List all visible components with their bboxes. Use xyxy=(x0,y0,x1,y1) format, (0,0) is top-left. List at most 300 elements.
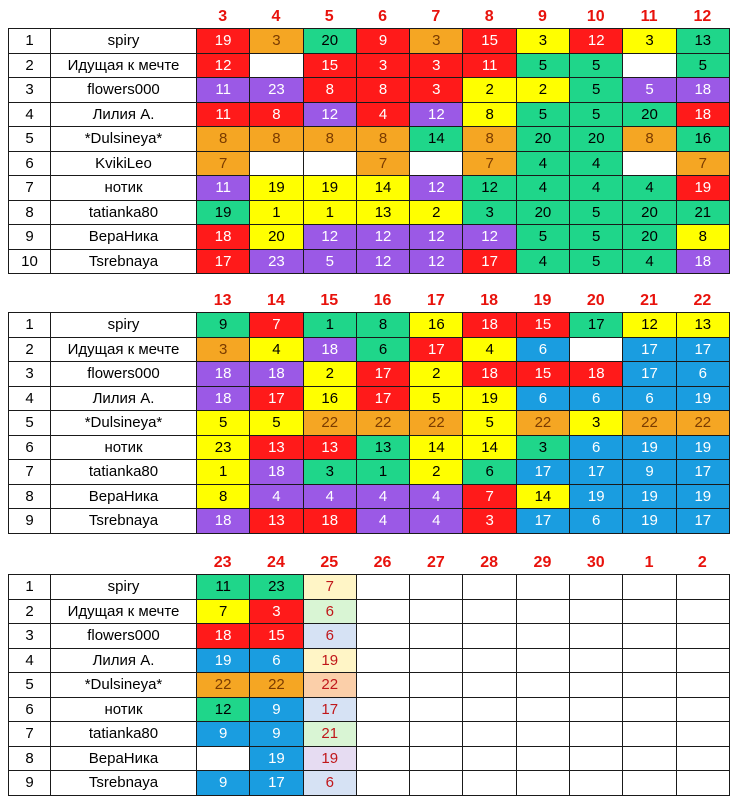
score-cell: 20 xyxy=(623,200,676,225)
score-cell: 8 xyxy=(623,127,676,152)
score-cell: 3 xyxy=(410,53,463,78)
score-cell: 4 xyxy=(356,484,409,509)
row-number: 7 xyxy=(9,722,51,747)
score-cell: 17 xyxy=(463,249,516,274)
score-cell xyxy=(410,624,463,649)
score-cell xyxy=(623,648,676,673)
score-cell xyxy=(463,722,516,747)
score-cell: 18 xyxy=(197,225,250,250)
score-cell xyxy=(570,337,623,362)
score-cell xyxy=(623,746,676,771)
score-cell: 2 xyxy=(463,78,516,103)
table-row xyxy=(9,225,730,250)
score-cell xyxy=(356,746,409,771)
column-header: 9 xyxy=(537,8,547,25)
score-cell xyxy=(676,624,729,649)
score-cell: 20 xyxy=(623,102,676,127)
score-cell: 5 xyxy=(570,53,623,78)
row-number: 3 xyxy=(9,78,51,103)
column-header: 13 xyxy=(213,292,232,309)
participant-name: tatianka80 xyxy=(51,200,197,225)
table-row xyxy=(9,722,730,747)
table-row xyxy=(9,624,730,649)
participant-name: flowers000 xyxy=(51,78,197,103)
table-row xyxy=(9,411,730,436)
score-cell: 19 xyxy=(197,29,250,54)
table-row xyxy=(9,78,730,103)
score-cell: 4 xyxy=(570,151,623,176)
score-cell: 4 xyxy=(516,151,569,176)
score-cell xyxy=(570,746,623,771)
row-number: 1 xyxy=(9,29,51,54)
score-cell: 5 xyxy=(197,411,250,436)
row-number: 6 xyxy=(9,435,51,460)
column-header: 4 xyxy=(271,8,281,25)
column-header: 1 xyxy=(644,554,654,571)
score-cell: 11 xyxy=(197,78,250,103)
score-cell: 12 xyxy=(410,225,463,250)
participant-name: ВераНика xyxy=(51,484,197,509)
score-cell: 6 xyxy=(356,337,409,362)
score-cell: 3 xyxy=(463,200,516,225)
score-cell: 3 xyxy=(463,509,516,534)
score-cell: 12 xyxy=(463,176,516,201)
row-number: 3 xyxy=(9,362,51,387)
score-cell xyxy=(463,697,516,722)
score-cell: 6 xyxy=(516,337,569,362)
score-cell xyxy=(516,673,569,698)
score-cell: 18 xyxy=(676,102,729,127)
score-cell: 5 xyxy=(410,386,463,411)
participant-name: spiry xyxy=(51,29,197,54)
score-cell: 17 xyxy=(570,460,623,485)
score-cell: 7 xyxy=(197,599,250,624)
row-number: 2 xyxy=(9,599,51,624)
score-cell: 22 xyxy=(623,411,676,436)
score-cell: 8 xyxy=(356,78,409,103)
score-cell xyxy=(516,575,569,600)
row-number: 4 xyxy=(9,386,51,411)
score-cell: 1 xyxy=(303,313,356,338)
score-cell xyxy=(570,771,623,796)
score-cell xyxy=(410,648,463,673)
table-row xyxy=(9,386,730,411)
column-header: 18 xyxy=(480,292,499,309)
score-cell: 5 xyxy=(623,78,676,103)
score-cell: 12 xyxy=(570,29,623,54)
score-cell: 4 xyxy=(570,176,623,201)
column-header: 17 xyxy=(426,292,445,309)
score-cell: 4 xyxy=(516,176,569,201)
score-cell: 3 xyxy=(250,29,303,54)
score-cell: 5 xyxy=(303,249,356,274)
participant-name: ВераНика xyxy=(51,746,197,771)
participant-name: Лилия А. xyxy=(51,648,197,673)
score-cell: 13 xyxy=(250,435,303,460)
score-cell xyxy=(463,771,516,796)
score-cell: 14 xyxy=(356,176,409,201)
table-row xyxy=(9,509,730,534)
score-cell: 11 xyxy=(197,176,250,201)
score-cell: 11 xyxy=(197,575,250,600)
score-cell: 5 xyxy=(570,200,623,225)
score-cell: 3 xyxy=(516,29,569,54)
participant-name: Идущая к мечте xyxy=(51,53,197,78)
score-cell: 17 xyxy=(410,337,463,362)
score-cell: 18 xyxy=(197,362,250,387)
score-cell: 23 xyxy=(250,575,303,600)
score-cell: 5 xyxy=(570,78,623,103)
score-cell: 4 xyxy=(410,509,463,534)
column-header: 19 xyxy=(533,292,552,309)
participant-name: нотик xyxy=(51,176,197,201)
row-number: 1 xyxy=(9,313,51,338)
score-cell: 7 xyxy=(356,151,409,176)
score-cell: 4 xyxy=(303,484,356,509)
score-cell: 1 xyxy=(356,460,409,485)
score-cell: 2 xyxy=(410,460,463,485)
score-cell: 17 xyxy=(516,509,569,534)
score-cell: 7 xyxy=(676,151,729,176)
score-cell: 3 xyxy=(250,599,303,624)
row-number: 9 xyxy=(9,771,51,796)
score-cell: 22 xyxy=(303,411,356,436)
score-cell: 6 xyxy=(303,624,356,649)
score-cell: 9 xyxy=(197,313,250,338)
score-cell: 5 xyxy=(676,53,729,78)
score-cell: 18 xyxy=(570,362,623,387)
score-cell xyxy=(410,575,463,600)
score-cell: 9 xyxy=(197,771,250,796)
score-cell: 2 xyxy=(303,362,356,387)
table-row xyxy=(9,127,730,152)
participant-name: KvikiLeo xyxy=(51,151,197,176)
table-row xyxy=(9,53,730,78)
table-row xyxy=(9,697,730,722)
score-cell: 20 xyxy=(250,225,303,250)
score-cell: 22 xyxy=(410,411,463,436)
score-cell: 13 xyxy=(250,509,303,534)
participant-name: Идущая к мечте xyxy=(51,599,197,624)
column-header: 21 xyxy=(640,292,658,309)
score-cell: 14 xyxy=(410,127,463,152)
score-cell: 3 xyxy=(623,29,676,54)
participant-name: *Dulsineya* xyxy=(51,127,197,152)
row-number: 10 xyxy=(9,249,51,274)
score-cell: 17 xyxy=(676,337,729,362)
score-cell: 19 xyxy=(676,386,729,411)
score-cell: 5 xyxy=(516,102,569,127)
column-header: 29 xyxy=(533,554,552,571)
score-cell xyxy=(463,673,516,698)
score-cell: 15 xyxy=(516,313,569,338)
table-row xyxy=(9,362,730,387)
table-row xyxy=(9,151,730,176)
table-row xyxy=(9,746,730,771)
table-row xyxy=(9,29,730,54)
column-header: 24 xyxy=(267,554,285,571)
participant-name: spiry xyxy=(51,313,197,338)
score-cell: 18 xyxy=(197,624,250,649)
row-number: 6 xyxy=(9,697,51,722)
score-cell: 19 xyxy=(303,176,356,201)
column-header: 16 xyxy=(373,292,392,309)
column-header: 23 xyxy=(213,554,232,571)
table-row xyxy=(9,176,730,201)
score-cell: 12 xyxy=(410,102,463,127)
score-cell xyxy=(356,648,409,673)
column-header: 8 xyxy=(484,8,494,25)
score-cell: 12 xyxy=(197,697,250,722)
score-cell: 19 xyxy=(676,484,729,509)
participant-name: Идущая к мечте xyxy=(51,337,197,362)
score-cell: 3 xyxy=(570,411,623,436)
table-row xyxy=(9,599,730,624)
score-table xyxy=(8,28,730,274)
column-header: 12 xyxy=(693,8,712,25)
score-cell: 6 xyxy=(570,435,623,460)
score-cell: 5 xyxy=(250,411,303,436)
participant-name: tatianka80 xyxy=(51,460,197,485)
score-cell: 12 xyxy=(356,249,409,274)
score-cell: 8 xyxy=(303,127,356,152)
score-cell: 3 xyxy=(410,78,463,103)
score-cell: 8 xyxy=(463,127,516,152)
row-number: 4 xyxy=(9,648,51,673)
score-cell: 19 xyxy=(676,435,729,460)
score-cell: 16 xyxy=(676,127,729,152)
score-cell xyxy=(570,722,623,747)
table-row xyxy=(9,484,730,509)
score-cell: 4 xyxy=(516,249,569,274)
participant-name: Tsrebnaya xyxy=(51,249,197,274)
column-header: 7 xyxy=(431,8,441,25)
score-cell: 19 xyxy=(623,484,676,509)
score-cell: 7 xyxy=(463,484,516,509)
table-row xyxy=(9,460,730,485)
score-cell: 6 xyxy=(303,771,356,796)
row-number: 5 xyxy=(9,127,51,152)
row-number: 2 xyxy=(9,337,51,362)
score-cell: 15 xyxy=(250,624,303,649)
score-cell xyxy=(570,673,623,698)
score-cell: 15 xyxy=(463,29,516,54)
score-cell xyxy=(623,575,676,600)
score-cell: 17 xyxy=(356,386,409,411)
score-cell: 20 xyxy=(303,29,356,54)
score-cell: 16 xyxy=(303,386,356,411)
score-cell: 3 xyxy=(303,460,356,485)
row-number: 7 xyxy=(9,176,51,201)
row-number: 2 xyxy=(9,53,51,78)
score-cell: 17 xyxy=(356,362,409,387)
score-cell xyxy=(623,599,676,624)
score-cell: 7 xyxy=(303,575,356,600)
score-cell: 4 xyxy=(356,509,409,534)
score-cell: 18 xyxy=(463,362,516,387)
participant-name: Tsrebnaya xyxy=(51,509,197,534)
score-cell: 6 xyxy=(570,386,623,411)
score-cell: 5 xyxy=(516,225,569,250)
score-cell xyxy=(676,575,729,600)
score-cell xyxy=(356,697,409,722)
score-cell: 18 xyxy=(303,337,356,362)
score-cell: 6 xyxy=(250,648,303,673)
column-header: 15 xyxy=(320,292,339,309)
score-cell xyxy=(676,697,729,722)
score-cell: 18 xyxy=(676,78,729,103)
score-cell: 8 xyxy=(356,313,409,338)
score-cell: 23 xyxy=(250,249,303,274)
score-cell xyxy=(623,151,676,176)
score-cell xyxy=(463,599,516,624)
score-cell: 5 xyxy=(570,249,623,274)
score-cell: 7 xyxy=(250,313,303,338)
score-cell xyxy=(356,599,409,624)
column-header: 11 xyxy=(640,8,658,25)
score-cell: 13 xyxy=(356,435,409,460)
score-cell: 18 xyxy=(676,249,729,274)
score-cell xyxy=(516,746,569,771)
score-cell: 8 xyxy=(303,78,356,103)
score-cell xyxy=(623,771,676,796)
score-cell xyxy=(356,673,409,698)
row-number: 1 xyxy=(9,575,51,600)
score-cell xyxy=(623,624,676,649)
score-cell: 22 xyxy=(250,673,303,698)
score-cell: 3 xyxy=(356,53,409,78)
participant-name: ВераНика xyxy=(51,225,197,250)
score-cell: 3 xyxy=(516,435,569,460)
score-cell: 18 xyxy=(303,509,356,534)
table-row xyxy=(9,648,730,673)
score-cell: 12 xyxy=(410,176,463,201)
column-header: 26 xyxy=(373,554,392,571)
score-cell: 22 xyxy=(303,673,356,698)
score-cell xyxy=(676,599,729,624)
score-cell: 8 xyxy=(250,102,303,127)
score-cell xyxy=(410,697,463,722)
score-cell: 21 xyxy=(676,200,729,225)
score-cell: 17 xyxy=(623,362,676,387)
column-header: 3 xyxy=(218,8,228,25)
score-cell: 6 xyxy=(463,460,516,485)
score-cell: 19 xyxy=(197,648,250,673)
score-cell: 8 xyxy=(676,225,729,250)
score-cell xyxy=(410,151,463,176)
score-cell: 22 xyxy=(676,411,729,436)
score-cell xyxy=(463,648,516,673)
score-cell: 12 xyxy=(303,225,356,250)
score-cell xyxy=(676,648,729,673)
row-number: 5 xyxy=(9,411,51,436)
score-cell: 4 xyxy=(250,484,303,509)
row-number: 4 xyxy=(9,102,51,127)
score-cell: 17 xyxy=(676,460,729,485)
score-table xyxy=(8,312,730,534)
score-cell xyxy=(676,673,729,698)
score-cell xyxy=(623,673,676,698)
score-cell: 18 xyxy=(250,460,303,485)
participant-name: Tsrebnaya xyxy=(51,771,197,796)
score-cell: 4 xyxy=(463,337,516,362)
score-cell: 17 xyxy=(623,337,676,362)
column-header: 28 xyxy=(480,554,499,571)
score-cell: 6 xyxy=(516,386,569,411)
score-cell: 12 xyxy=(303,102,356,127)
table-row xyxy=(9,200,730,225)
row-number: 9 xyxy=(9,225,51,250)
participant-name: нотик xyxy=(51,697,197,722)
score-cell: 12 xyxy=(410,249,463,274)
score-cell: 7 xyxy=(197,151,250,176)
score-cell: 14 xyxy=(410,435,463,460)
score-cell: 18 xyxy=(197,509,250,534)
participant-name: нотик xyxy=(51,435,197,460)
score-cell: 5 xyxy=(570,102,623,127)
table-row xyxy=(9,337,730,362)
score-cell: 2 xyxy=(516,78,569,103)
score-cell: 17 xyxy=(250,771,303,796)
row-number: 8 xyxy=(9,746,51,771)
score-cell: 19 xyxy=(250,176,303,201)
score-cell: 5 xyxy=(463,411,516,436)
row-number: 8 xyxy=(9,484,51,509)
score-cell: 14 xyxy=(463,435,516,460)
table-row xyxy=(9,435,730,460)
score-cell: 22 xyxy=(516,411,569,436)
table-row xyxy=(9,102,730,127)
score-cell xyxy=(250,53,303,78)
column-header: 22 xyxy=(693,292,712,309)
column-header: 25 xyxy=(320,554,339,571)
score-cell: 6 xyxy=(303,599,356,624)
score-cell: 1 xyxy=(197,460,250,485)
column-header: 20 xyxy=(586,292,605,309)
row-number: 3 xyxy=(9,624,51,649)
score-cell: 19 xyxy=(303,746,356,771)
score-cell: 23 xyxy=(197,435,250,460)
score-cell: 19 xyxy=(570,484,623,509)
score-cell: 14 xyxy=(516,484,569,509)
score-cell: 4 xyxy=(410,484,463,509)
score-cell xyxy=(516,771,569,796)
score-cell: 12 xyxy=(356,225,409,250)
score-cell: 2 xyxy=(410,362,463,387)
score-cell xyxy=(356,575,409,600)
score-cell xyxy=(570,697,623,722)
column-header: 10 xyxy=(586,8,605,25)
table-row xyxy=(9,771,730,796)
score-cell: 18 xyxy=(250,362,303,387)
score-cell xyxy=(516,599,569,624)
score-cell xyxy=(463,624,516,649)
score-cell: 22 xyxy=(356,411,409,436)
score-cell: 20 xyxy=(516,200,569,225)
table-row xyxy=(9,249,730,274)
participant-name: flowers000 xyxy=(51,624,197,649)
score-cell: 19 xyxy=(303,648,356,673)
score-cell: 3 xyxy=(197,337,250,362)
column-header: 6 xyxy=(378,8,387,25)
score-cell: 9 xyxy=(356,29,409,54)
score-cell: 12 xyxy=(623,313,676,338)
score-cell: 13 xyxy=(676,313,729,338)
column-header: 2 xyxy=(697,554,707,571)
participant-name: *Dulsineya* xyxy=(51,411,197,436)
score-cell xyxy=(516,697,569,722)
score-cell xyxy=(570,599,623,624)
